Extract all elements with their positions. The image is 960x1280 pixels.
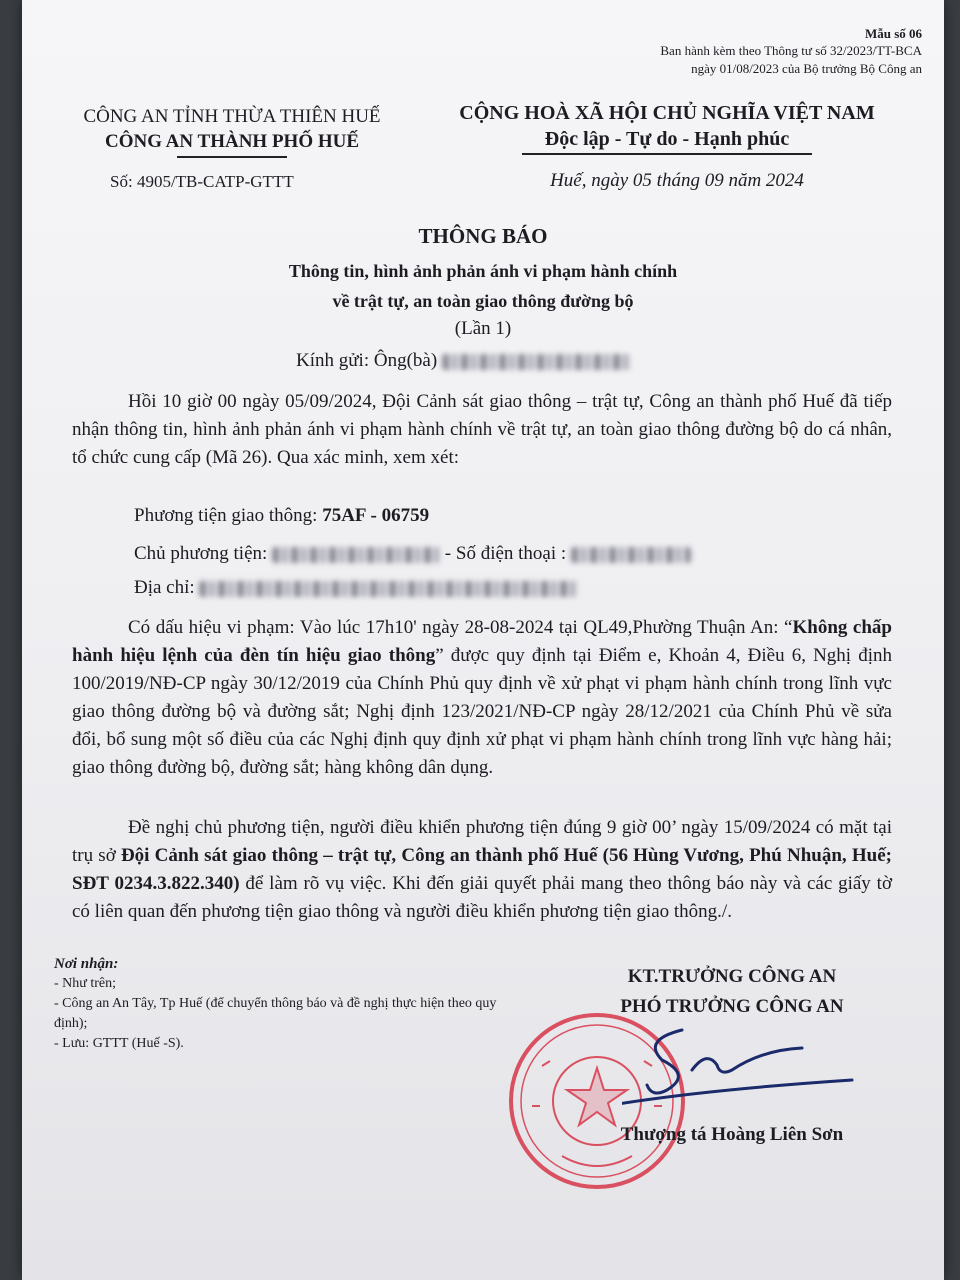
- request-paragraph: [72, 814, 892, 926]
- recipients-title: Nơi nhận:: [54, 956, 119, 972]
- owner-label: Chủ phương tiện:: [134, 543, 268, 564]
- request-text-post: để làm rõ vụ việc. Khi đến giải quyết phải mang theo thông báo này và các giấy tờ có liên quan đến phương tiện giao thông và người điều khiển phương tiện giao thông./.: [72, 873, 892, 922]
- document-number: [110, 172, 294, 192]
- national-title: CỘNG HOÀ XÃ HỘI CHỦ NGHĨA VIỆT NAM: [459, 102, 875, 124]
- addressee: [296, 350, 632, 372]
- form-issued-line1: Ban hành kèm theo Thông tư số 32/2023/TT-BCA: [660, 43, 922, 58]
- document-page: [22, 0, 944, 1280]
- agency-name: CÔNG AN THÀNH PHỐ HUẾ: [104, 131, 360, 152]
- notice-round: (Lần 1): [454, 318, 512, 339]
- form-number: Mẫu số 06: [864, 26, 922, 41]
- notice-subtitle: [22, 256, 944, 316]
- violation-text-pre: Có dấu hiệu vi phạm: Vào lúc 17h10' ngày 28-08-2024 tại QL49,Phường Thuận An: “: [128, 617, 793, 638]
- request-text-pre: Đề nghị chủ phương tiện, người điều khiển phương tiện đúng 9 giờ 00’ ngày 15/09/2024 có mặt tại trụ sở: [72, 817, 892, 866]
- redacted-addressee-name: [442, 354, 632, 370]
- address-line: [134, 577, 579, 599]
- handwritten-signature-icon: [622, 1010, 862, 1120]
- notice-subtitle-line1: Thông tin, hình ảnh phản ánh vi phạm hành chính: [288, 261, 678, 281]
- national-motto: Độc lập - Tự do - Hạnh phúc: [544, 128, 790, 150]
- signature-title-line1: KT.TRƯỞNG CÔNG AN: [627, 966, 837, 987]
- notice-title: THÔNG BÁO: [418, 224, 548, 248]
- agency-underline: [177, 156, 287, 158]
- form-issued-note: [452, 42, 922, 78]
- vehicle-line: [134, 505, 429, 527]
- violation-offense: Không chấp hành hiệu lệnh của đèn tín hiệu giao thông: [72, 617, 893, 666]
- vehicle-label: Phương tiện giao thông:: [134, 505, 318, 526]
- recipient-item: - Như trên;: [54, 976, 117, 991]
- owner-line: [134, 543, 691, 565]
- address-label: Địa chỉ:: [134, 577, 195, 598]
- redacted-owner-name: [272, 547, 440, 563]
- phone-label: - Số điện thoại :: [444, 543, 567, 564]
- redacted-phone: [571, 547, 691, 563]
- signature-title-line2: PHÓ TRƯỞNG CÔNG AN: [620, 996, 844, 1017]
- recipients-block: [54, 954, 504, 1054]
- national-header: [417, 100, 917, 155]
- request-location: Đội Cảnh sát giao thông – trật tự, Công an thành phố Huế (56 Hùng Vương, Phú Nhuận, Huế; SĐT 0234.3.822.340): [72, 845, 892, 894]
- notice-subtitle-line2: về trật tự, an toàn giao thông đường bộ: [332, 291, 634, 311]
- intro-paragraph: Hồi 10 giờ 00 ngày 05/09/2024, Đội Cảnh sát giao thông – trật tự, Công an thành phố Huế đã tiếp nhận thông tin, hình ảnh phản ánh vi phạm hành chính về trật tự, an toàn giao thông đường bộ do cá nhân, tổ chức cung cấp (Mã 26). Qua xác minh, xem xét:: [72, 391, 892, 468]
- violation-paragraph: [72, 614, 892, 782]
- document-number-value: 4905/TB-CATP-GTTT: [136, 172, 294, 191]
- form-issued-line2: ngày 01/08/2023 của Bộ trưởng Bộ Công an: [691, 61, 922, 76]
- motto-underline: [522, 153, 812, 155]
- place-date: Huế, ngày 05 tháng 09 năm 2024: [550, 170, 804, 191]
- redacted-address: [199, 581, 579, 597]
- addressee-label: Kính gửi: Ông(bà): [296, 350, 438, 371]
- document-number-label: Số:: [110, 172, 133, 191]
- recipient-item: - Lưu: GTTT (Huế -S).: [54, 1036, 184, 1051]
- violation-text-post: ” được quy định tại Điểm e, Khoản 4, Điều 6, Nghị định 100/2019/NĐ-CP ngày 30/12/2019 của Chính Phủ quy định về xử phạt vi phạm hành chính trong lĩnh vực giao thông đường bộ và đường sắt; Nghị định 123/2021/NĐ-CP ngày 28/12/2021 của Chính Phủ về sửa đổi, bổ sung một số điều của các Nghị định quy định xử phạt vi phạm hành chính trong lĩnh vực hàng hải; giao thông đường bộ, đường sắt; hàng không dân dụng.: [72, 645, 892, 778]
- agency-header: [52, 104, 412, 158]
- agency-parent: CÔNG AN TỈNH THỪA THIÊN HUẾ: [83, 106, 381, 127]
- signer-name: Thượng tá Hoàng Liên Sơn: [620, 1124, 844, 1145]
- vehicle-plate: 75AF - 06759: [322, 505, 430, 526]
- recipient-item: - Công an An Tây, Tp Huế (để chuyển thông báo và đề nghị thực hiện theo quy định);: [54, 996, 497, 1031]
